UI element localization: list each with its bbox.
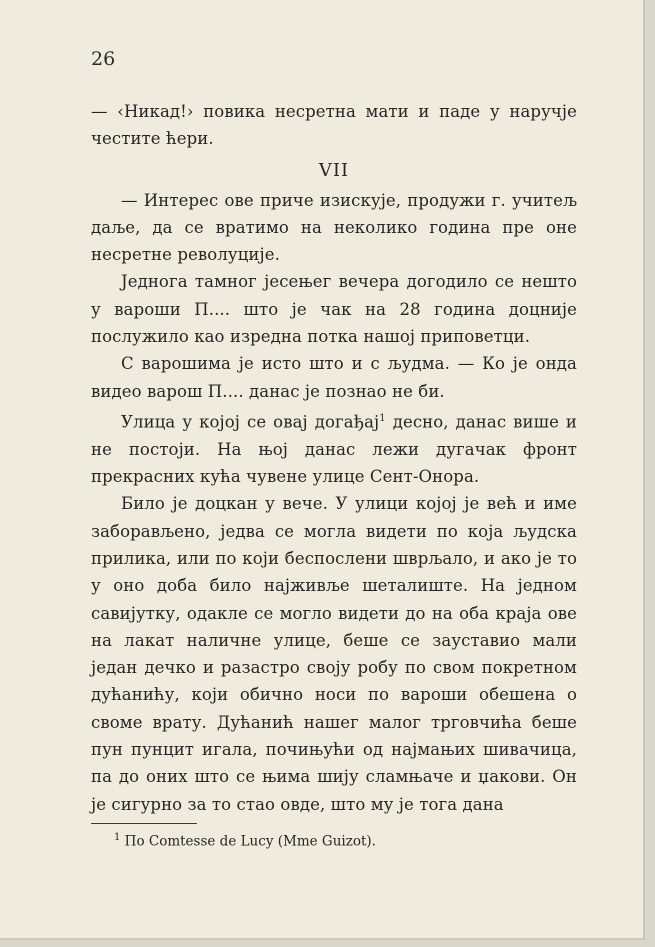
paragraph bbox=[91, 405, 577, 490]
footnote-text: По Comtesse de Lucy (Mme Guizot). bbox=[124, 833, 376, 850]
paragraph-end: десно, данас више и не постоји. На њој данас лежи дугачак фронт прекрасних кућа чувене улице Сент-Онора. bbox=[91, 412, 578, 487]
page-number: 26 bbox=[91, 48, 116, 70]
paragraph-start: Улица у којој се овај догађај bbox=[121, 412, 380, 432]
footnote-divider bbox=[91, 823, 197, 824]
page-text bbox=[91, 98, 577, 818]
chapter-heading: VII bbox=[318, 159, 350, 181]
paragraph: — ‹Никад!› повика несретна мати и паде у наручје честите ћери. bbox=[91, 102, 577, 149]
paragraph: Било је доцкан у вече. У улици којој је већ и име заборављено, једва се могла видети по која људска прилика, или по који беспослени шврљало, и ако је то у оно доба било најживље шеталиште. На једном савијутку, одакле се могло видети до на оба краја ове на лакат наличне улице, беше се зауставио мали један дечко и разастро своју робу по свом покретном дућанићу, који обично носи по вароши обешена о своме врату. Дућанић нашег малог трговчића беше пун пунцит игала, почињући од најмањих шивачица, па до оних што се њима шију сламњаче и џакови. Он је сигурно за то стао овде, што му је тога дана bbox=[91, 494, 577, 814]
paragraph: — Интерес ове приче изискује, продужи г. учитељ даље, да се вратимо на неколико година пре оне несретне револуције. bbox=[91, 190, 577, 265]
footnote-marker: 1 bbox=[114, 832, 121, 843]
paragraph: Једнога тамног јесењег вечера догодило се нешто у вароши П.... што је чак на 28 година доцније послужило као изредна потка нашој приповетци. bbox=[91, 272, 577, 347]
paragraph: С варошима је исто што и с људма. — Ко је онда видео варош П.... данас је познао не би. bbox=[91, 354, 577, 401]
footnote bbox=[114, 832, 376, 850]
footnote-reference: 1 bbox=[379, 412, 386, 424]
